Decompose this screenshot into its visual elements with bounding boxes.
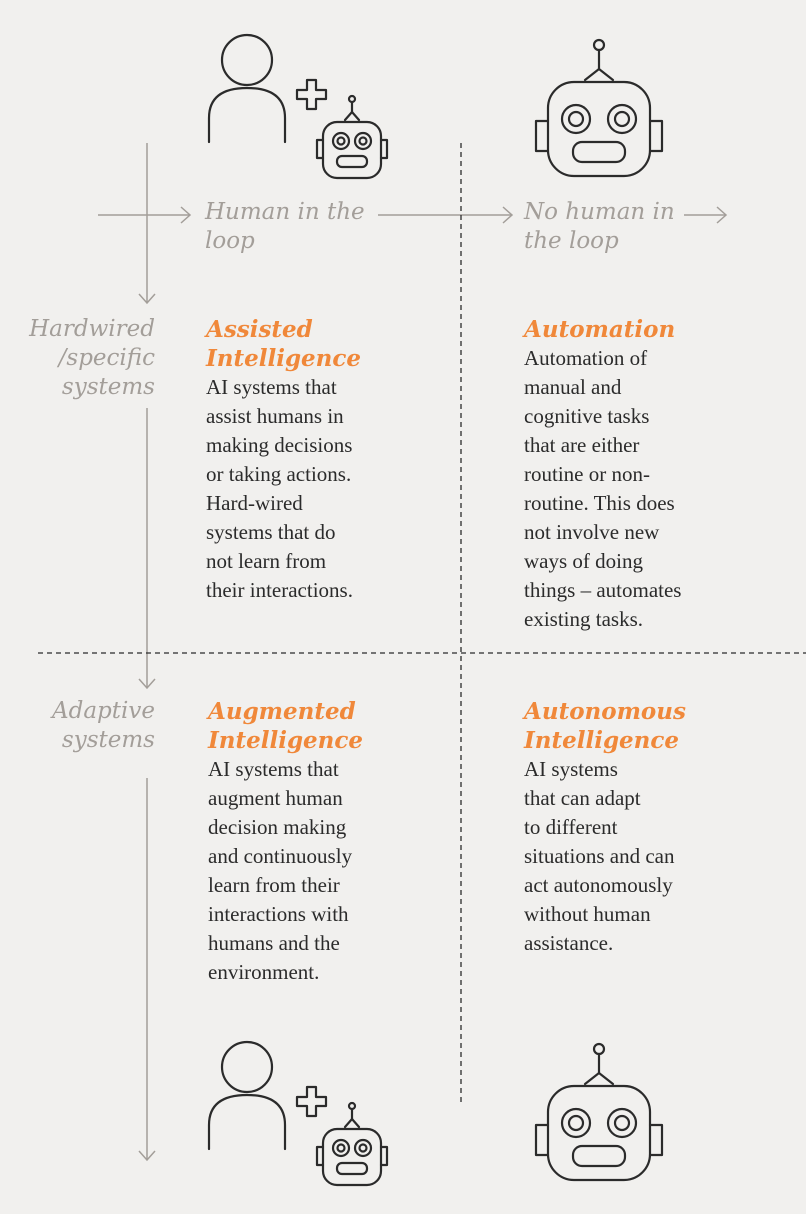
quadrant-title: Autonomous Intelligence xyxy=(524,698,686,754)
quadrant-description: AI systems that augment human decision making and continuously learn from their interactions with humans and the environment. xyxy=(208,757,353,984)
row-label-adaptive: Adaptive systems xyxy=(52,698,155,753)
quadrant-automation xyxy=(524,315,794,634)
human-plus-robot-icon xyxy=(200,1037,400,1192)
quadrant-description: Automation of manual and cognitive tasks that are either routine or non- routine. This does not involve new ways of doing things – automates existing tasks. xyxy=(524,346,682,631)
quadrant-autonomous-intelligence xyxy=(524,697,794,958)
quadrant-title: Augmented Intelligence xyxy=(208,698,364,754)
quadrant-description: AI systems that can adapt to different situations and can act autonomously without human assistance. xyxy=(524,757,675,955)
quadrant-augmented-intelligence xyxy=(208,697,448,987)
quadrant-assisted-intelligence xyxy=(206,315,446,605)
column-label-human-in-loop: Human in the loop xyxy=(205,199,365,254)
robot-icon xyxy=(528,36,670,181)
robot-icon xyxy=(528,1040,670,1185)
row-label-hardwired: Hardwired /specific systems xyxy=(29,316,155,400)
human-plus-robot-icon xyxy=(200,30,400,185)
column-label-no-human-in-loop: No human in the loop xyxy=(524,199,675,254)
quadrant-description: AI systems that assist humans in making decisions or taking actions. Hard-wired systems that do not learn from their interactions. xyxy=(206,375,353,602)
quadrant-title: Automation xyxy=(524,316,676,343)
quadrant-title: Assisted Intelligence xyxy=(206,316,362,372)
